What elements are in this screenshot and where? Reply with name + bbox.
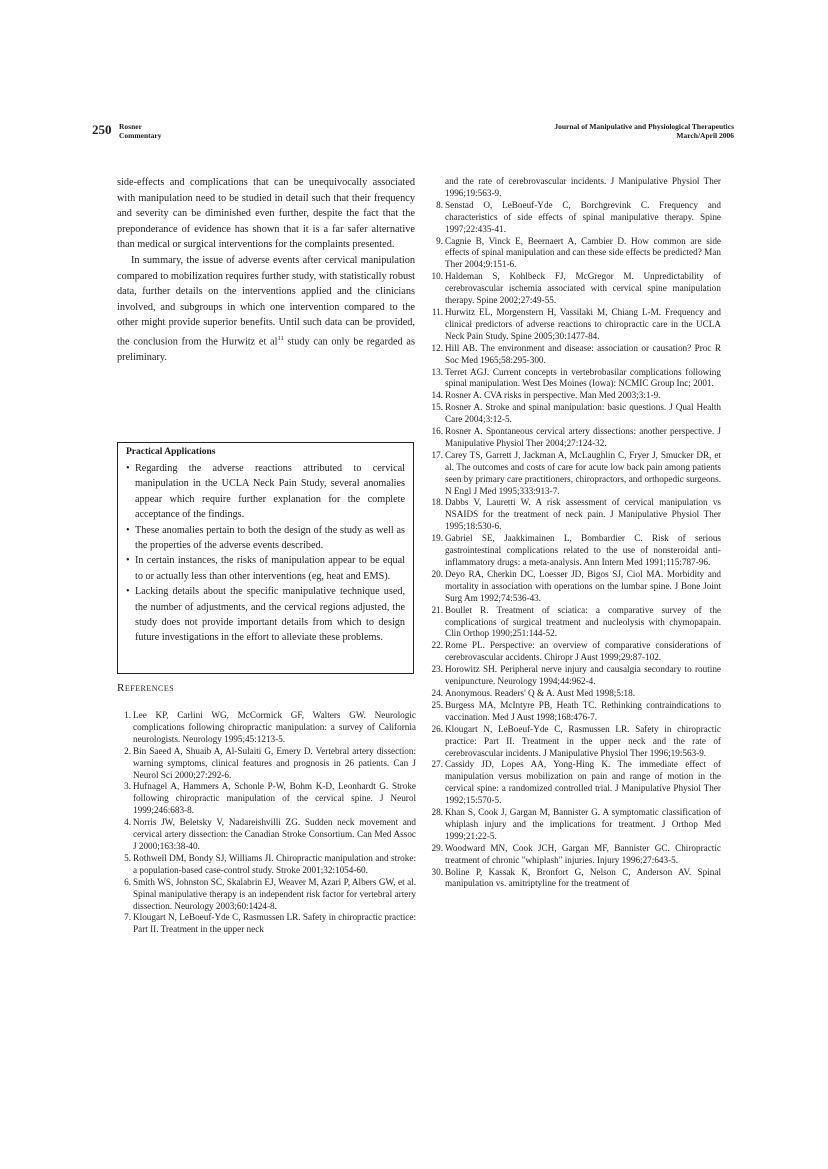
reference-item: [427, 640, 721, 664]
reference-number: 1.: [124, 710, 131, 720]
header-journal: Journal of Manipulative and Physiological Therapeutics: [554, 122, 734, 131]
reference-item: [115, 781, 416, 817]
reference-number: 10.: [431, 271, 443, 282]
reference-item: [427, 533, 721, 569]
header-issue: March/April 2006: [676, 131, 734, 140]
reference-item: [427, 200, 721, 236]
reference-text: Bin Saeed A, Shuaib A, Al-Sulaiti G, Emery D. Vertebral artery dissection: warning symptoms, clinical features and prognosis in 26 patients. Can J Neurol Sci 2000;27:292-6.: [133, 745, 416, 780]
reference-text: Hill AB. The environment and disease: association or causation? Proc R Soc Med 1965;58:295-300.: [445, 342, 721, 365]
reference-text: Rothwell DM, Bondy SJ, Williams JI. Chiropractic manipulation and stroke: a population-based case-control study. Stroke 2001;32:1054-60.: [133, 852, 416, 875]
reference-number: 26.: [431, 723, 443, 734]
reference-number: 5.: [124, 852, 131, 863]
reference-item: [427, 700, 721, 724]
reference-text: Smith WS, Johnston SC, Skalabrin EJ, Weaver M, Azari P, Albers GW, et al. Spinal manipulative therapy is an independent risk factor for vertebral artery dissection. Neurology 2003;60:1424-8.: [133, 876, 416, 911]
reference-text: Cassidy JD, Lopes AA, Yong-Hing K. The immediate effect of manipulation versus mobilization on pain and range of motion in the cervical spine: a randomized controlled trial. J Manipulative Physiol Ther 1992;15:570-5.: [445, 759, 721, 806]
reference-number: 20.: [431, 568, 443, 579]
reference-text: Burgess MA, McIntyre PB, Heath TC. Rethinking contraindications to vaccination. Med J Aust 1998;168:476-7.: [445, 699, 721, 722]
reference-text: Klougart N, LeBoeuf-Yde C, Rasmussen LR. Safety in chiropractic practice: Part II. Treatment in the upper neck: [133, 912, 416, 935]
reference-number: 9.: [436, 235, 443, 246]
reference-number: 19.: [431, 533, 443, 544]
reference-text: Horowitz SH. Peripheral nerve injury and causalgia secondary to routine venipuncture. Neurology 1994;44:962-4.: [445, 664, 721, 687]
page-number: 250: [92, 122, 112, 137]
reference-number: 30.: [431, 866, 443, 877]
body-paragraph-2-end: study can only be regarded as preliminary.: [117, 336, 415, 363]
reference-item: [427, 450, 721, 498]
bullet-icon: •: [126, 524, 130, 536]
header-author: Rosner: [119, 122, 142, 131]
reference-text: Anonymous. Readers' Q & A. Aust Med 1998;5:18.: [445, 687, 635, 698]
reference-text: Rome PL. Perspective: an overview of comparative considerations of cerebrovascular accidents. Chiropr J Aust 1999;29:87-102.: [445, 640, 721, 663]
practical-item-text: In certain instances, the risks of manipulation appear to be equal to or actually less than other interventions (eg, heat and EMS).: [135, 555, 405, 582]
reference-text: Boullet R. Treatment of sciatica: a comparative survey of the complications of surgical treatment and nucleolysis with chymopapain. Clin Orthop 1990;251:144-52.: [445, 604, 721, 639]
reference-text: Senstad O, LeBoeuf-Yde C, Borchgrevink C. Frequency and characteristics of side effects of spinal manipulative therapy. Spine 1997;22:435-41.: [445, 199, 721, 234]
practical-item-text: Regarding the adverse reactions attributed to cervical manipulation in the UCLA Neck Pain Study, several anomalies appear which require further explanation for the complete acceptance of the findings.: [135, 463, 405, 521]
reference-text: Carey TS, Garrett J, Jackman A, McLaughlin C, Fryer J, Smucker DR, et al. The outcomes and costs of care for acute low back pain among patients seen by primary care practitioners, chiropractors, and orthopedic surgeons. N Engl J Med 1995;333:913-7.: [445, 449, 721, 496]
reference-number: 29.: [431, 842, 443, 853]
reference-number: 6.: [124, 876, 131, 887]
reference-item: [427, 843, 721, 867]
reference-text: Cagnie B, Vinck E, Beernaert A, Cambier D. How common are side effects of spinal manipulation and can these side effects be predicted? Man Ther 2004;9:151-6.: [445, 235, 721, 270]
body-paragraph-1: side-effects and complications that can be unequivocally associated with manipulation need to be studied in detail such that their frequency and severity can be diminished even further, despite the fact that the preponderance of evidence has shown that it is a far safer alternative than medical or surgical interventions for the complaints presented.: [117, 177, 415, 251]
practical-item: [126, 553, 405, 584]
reference-number: 14.: [431, 390, 443, 401]
practical-applications-title: Practical Applications: [126, 447, 216, 457]
reference-number: 15.: [431, 402, 443, 413]
reference-number: 18.: [431, 497, 443, 508]
reference-item: [427, 307, 721, 343]
references-heading: References: [117, 682, 175, 694]
reference-number: 22.: [431, 640, 443, 651]
reference-item: [115, 912, 416, 936]
reference-number: 25.: [431, 699, 443, 710]
reference-number: 2.: [124, 745, 131, 756]
reference-continuation: and the rate of cerebrovascular incidents. J Manipulative Physiol Ther 1996;19:563-9.: [445, 176, 721, 198]
reference-item: [427, 426, 721, 450]
reference-item: [427, 390, 721, 402]
reference-item: [427, 807, 721, 843]
reference-number: 3.: [124, 781, 131, 792]
reference-item: [427, 724, 721, 760]
reference-list-left: [115, 710, 416, 936]
reference-number: 17.: [431, 449, 443, 460]
reference-item: [427, 569, 721, 605]
reference-item: [427, 605, 721, 641]
practical-item: [126, 461, 405, 523]
reference-item: [427, 759, 721, 807]
reference-text: Klougart N, LeBoeuf-Yde C, Rasmussen LR. Safety in chiropractic practice: Part II. Treatment in the upper neck and the rate of cerebrovascular incidents. J Manipulative Physiol Ther 1996;19:563-9.: [445, 723, 721, 758]
reference-number: 13.: [431, 366, 443, 377]
reference-list-right: [427, 176, 721, 890]
reference-text: Dabbs V, Lauretti W. A risk assessment of cervical manipulation vs NSAIDS for the treatment of neck pain. J Manipulative Physiol Ther 1995;18:530-6.: [445, 497, 721, 532]
reference-text: Gabriel SE, Jaakkimainen L, Bombardier C. Risk of serious gastrointestinal complications related to the use of nonsteroidal anti-inflammatory drugs: a meta-analysis. Ann Intern Med 1991;115:787-96.: [445, 533, 721, 567]
reference-item: [115, 746, 416, 782]
reference-item: [115, 877, 416, 913]
practical-item-text: These anomalies pertain to both the design of the study as well as the properties of the adverse events described.: [135, 524, 405, 552]
reference-item: [427, 688, 721, 700]
reference-item: [427, 402, 721, 426]
reference-text: Norris JW, Beletsky V, Nadareishvilli ZG. Sudden neck movement and cervical artery dissection: the Canadian Stroke Consortium. Can Med Assoc J 2000;163:38-40.: [133, 817, 416, 851]
reference-item: [427, 271, 721, 307]
practical-item: [126, 523, 405, 554]
reference-text: Deyo RA, Cherkin DC, Loesser JD, Bigos SJ, Ciol MA. Morbidity and mortality in association with operations on the lumbar spine. J Bone Joint Surg Am 1992;74:536-43.: [445, 568, 721, 603]
reference-text: Khan S, Cook J, Gargan M, Bannister G. A symptomatic classification of whiplash injury and the implications for treatment. J Orthop Med 1999;21:22-5.: [445, 807, 721, 841]
reference-number: 28.: [431, 807, 443, 818]
reference-number: 8.: [436, 199, 443, 210]
reference-number: 7.: [124, 912, 131, 923]
reference-text: Terret AGJ. Current concepts in vertebrobasilar complications following spinal manipulation. West Des Moines (Iowa): NCMIC Group Inc; 2001.: [445, 366, 721, 389]
practical-applications-box: [117, 442, 414, 674]
reference-number: 4.: [124, 817, 131, 828]
reference-item: [427, 664, 721, 688]
reference-item: [115, 853, 416, 877]
reference-item: [427, 867, 721, 891]
reference-text: Rosner A. Stroke and spinal manipulation: basic questions. J Qual Health Care 2004;3:12-5.: [445, 402, 721, 425]
header-section: Commentary: [119, 131, 162, 140]
reference-item: [427, 236, 721, 272]
reference-item: [115, 817, 416, 853]
reference-number: 12.: [431, 342, 443, 353]
reference-number: 21.: [431, 604, 443, 615]
body-paragraph-2: [117, 253, 415, 366]
reference-item: [427, 343, 721, 367]
reference-text: Lee KP, Carlini WG, McCormick GF, Walters GW. Neurologic complications following chiropractic manipulation: a survey of California neurologists. Neurology 1995;45:1213-5.: [133, 710, 416, 744]
body-paragraph-2-text: In summary, the issue of adverse events after cervical manipulation compared to mobilization requires further study, with statistically robust data, further details on the interventions applied and the clinicians involved, and subgroups in which one intervention compared to the other might provide superior benefits. Until such data can be provided, the conclusion from the Hurwitz et al: [117, 254, 415, 348]
reference-item: [427, 497, 721, 533]
reference-number: 16.: [431, 426, 443, 437]
bullet-icon: •: [126, 463, 130, 474]
citation-superscript: 11: [277, 334, 284, 342]
reference-number: 24.: [431, 687, 443, 698]
reference-item: [115, 710, 416, 746]
reference-number: 23.: [431, 664, 443, 675]
reference-text: Boline P, Kassak K, Bronfort G, Nelson C, Anderson AV. Spinal manipulation vs. amitriptyline for the treatment of: [445, 866, 721, 889]
reference-text: Haldeman S, Kohlbeck FJ, McGregor M. Unpredictability of cerebrovascular ischemia associated with cervical spine manipulation therapy. Spine 2002;27:49-55.: [445, 271, 721, 306]
practical-item-text: Lacking details about the specific manipulative technique used, the number of adjustments, and the cervical regions adjusted, the study does not provide important details from which to design future investigations in the effort to alleviate these problems.: [135, 586, 405, 644]
bullet-icon: •: [126, 586, 130, 598]
reference-number: 11.: [431, 306, 443, 317]
practical-item: [126, 584, 405, 646]
header-author-block: [119, 122, 162, 140]
reference-text: Rosner A. Spontaneous cervical artery dissections: another perspective. J Manipulative Physiol Ther 2004;27:124-32.: [445, 426, 721, 448]
reference-text: Hurwitz EL, Morgenstern H, Vassilaki M, Chiang L-M. Frequency and clinical predictors of adverse reactions to chiropractic care in the UCLA Neck Pain Study. Spine 2005;30:1477-84.: [445, 306, 721, 341]
bullet-icon: •: [126, 555, 130, 567]
reference-item: [427, 367, 721, 391]
body-text-column: [117, 175, 415, 366]
reference-number: 27.: [431, 759, 443, 770]
running-header-right: [554, 122, 734, 140]
reference-text: Woodward MN, Cook JCH, Gargan MF, Bannister GC. Chiropractic treatment of chronic "whiplash" injuries. Injury 1996;27:643-5.: [445, 842, 721, 865]
reference-text: Hufnagel A, Hammers A, Schonle P-W, Bohm K-D, Leonhardt G. Stroke following chiropractic manipulation of the cervical spine. J Neurol 1999;246:683-8.: [133, 781, 416, 816]
reference-text: Rosner A. CVA risks in perspective. Man Med 2003;3:1-9.: [445, 390, 661, 401]
